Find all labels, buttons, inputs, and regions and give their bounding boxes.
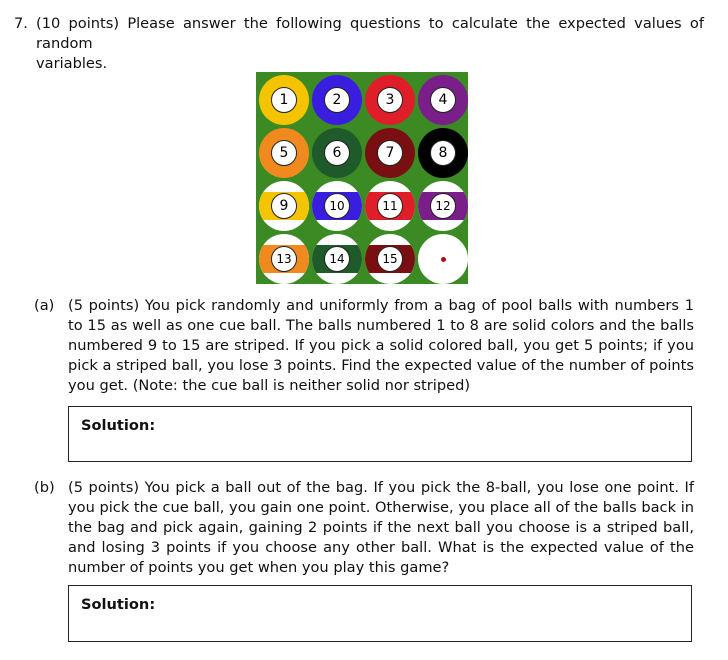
ball-number: 14 bbox=[324, 246, 350, 272]
part-a-solution-label: Solution: bbox=[81, 417, 156, 434]
pool-ball-1 bbox=[259, 75, 309, 125]
ball-number: 7 bbox=[377, 140, 403, 166]
pool-ball-8 bbox=[418, 128, 468, 178]
pool-ball-5 bbox=[259, 128, 309, 178]
ball-number: 3 bbox=[377, 87, 403, 113]
cue-ball bbox=[418, 234, 468, 284]
part-a-text: (5 points) You pick randomly and uniformly from a bag of pool balls with numbers 1 to 15 as well as one cue ball. The balls numbered 1 to 8 are solid colors and the balls numbered 9 to 15 are striped. If you pick a solid colored ball, you get 5 points; if you pick a striped ball, you lose 3 points. Find the expected value of the number of points you get. (Note: the cue ball is neither solid nor striped) bbox=[68, 297, 694, 394]
ball-number: 15 bbox=[377, 246, 403, 272]
pool-ball-3 bbox=[365, 75, 415, 125]
ball-number: 10 bbox=[324, 193, 350, 219]
ball-number: 5 bbox=[271, 140, 297, 166]
pool-balls-image bbox=[256, 72, 468, 284]
pool-ball-13 bbox=[259, 234, 309, 284]
ball-number: 8 bbox=[430, 140, 456, 166]
pool-ball-11 bbox=[365, 181, 415, 231]
ball-number: 1 bbox=[271, 87, 297, 113]
part-b bbox=[34, 478, 694, 578]
pool-ball-15 bbox=[365, 234, 415, 284]
part-a-label: (a) bbox=[34, 297, 55, 314]
part-b-text: (5 points) You pick a ball out of the bag. If you pick the 8-ball, you lose one point. If you pick the cue ball, you gain one point. Otherwise, you place all of the balls back in the bag and pick again, gaining 2 points if the next ball you choose is a striped ball, and losing 3 points if you choose any other ball. What is the expected value of the number of points you get when you play this game? bbox=[68, 479, 694, 576]
ball-number: 12 bbox=[430, 193, 456, 219]
pool-ball-6 bbox=[312, 128, 362, 178]
part-a-solution-box[interactable] bbox=[68, 406, 692, 462]
question-line-1 bbox=[14, 14, 704, 54]
part-b-solution-box[interactable] bbox=[68, 585, 692, 642]
question-number: 7. bbox=[14, 15, 28, 32]
ball-number: 6 bbox=[324, 140, 350, 166]
pool-ball-7 bbox=[365, 128, 415, 178]
question-title-continued: variables. bbox=[36, 55, 108, 72]
part-b-solution-label: Solution: bbox=[81, 596, 156, 613]
pool-ball-9 bbox=[259, 181, 309, 231]
pool-ball-2 bbox=[312, 75, 362, 125]
pool-ball-12 bbox=[418, 181, 468, 231]
part-a bbox=[34, 296, 694, 396]
question-title: (10 points) Please answer the following questions to calculate the expected values of random bbox=[36, 15, 704, 52]
ball-number: 11 bbox=[377, 193, 403, 219]
cue-ball-dot bbox=[441, 257, 446, 262]
pool-ball-4 bbox=[418, 75, 468, 125]
question-header bbox=[14, 14, 704, 74]
ball-number: 9 bbox=[271, 193, 297, 219]
ball-number: 13 bbox=[271, 246, 297, 272]
ball-number: 4 bbox=[430, 87, 456, 113]
ball-number: 2 bbox=[324, 87, 350, 113]
pool-ball-14 bbox=[312, 234, 362, 284]
pool-ball-10 bbox=[312, 181, 362, 231]
part-b-label: (b) bbox=[34, 479, 55, 496]
